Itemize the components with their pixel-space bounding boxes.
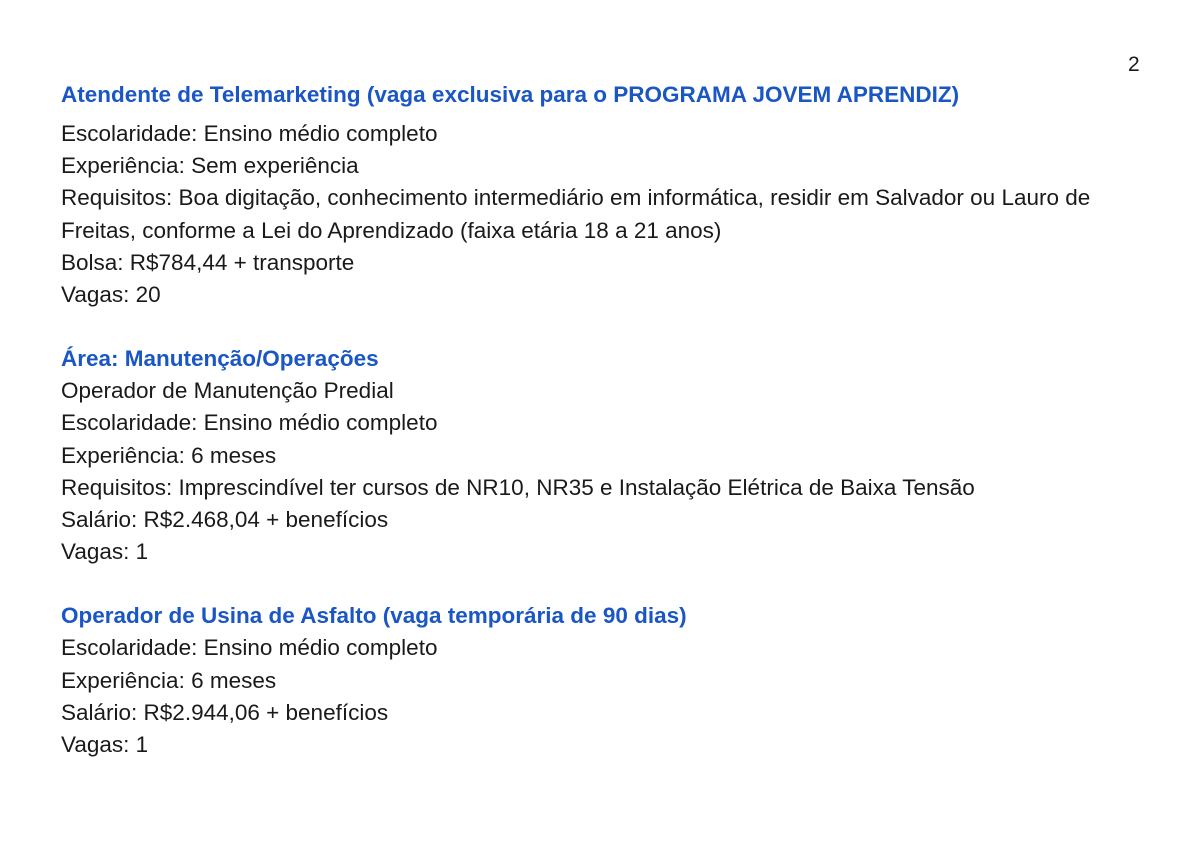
education-line: Escolaridade: Ensino médio completo xyxy=(61,635,438,661)
job-title-line: Operador de Manutenção Predial xyxy=(61,378,394,404)
openings-line: Vagas: 1 xyxy=(61,732,149,758)
experience-line: Experiência: 6 meses xyxy=(61,667,277,693)
requirements-line: Requisitos: Boa digitação, conhecimento intermediário em informática, residir em Salvador ou Lauro de Freitas, conforme a Lei do Aprendizado (faixa etária 18 a 21 anos) xyxy=(61,185,1091,243)
openings-line: Vagas: 1 xyxy=(61,539,149,565)
education-line: Escolaridade: Ensino médio completo xyxy=(61,121,438,146)
job-section-asphalt xyxy=(61,600,1151,761)
education-line: Escolaridade: Ensino médio completo xyxy=(61,410,438,436)
section-title: Área: Manutenção/Operações xyxy=(61,346,379,372)
experience-line: Experiência: Sem experiência xyxy=(61,153,359,179)
requirements-line: Requisitos: Imprescindível ter cursos de NR10, NR35 e Instalação Elétrica de Baixa Tensão xyxy=(61,474,975,500)
salary-line: Salário: R$2.944,06 + benefícios xyxy=(61,699,389,725)
page-number: 2 xyxy=(1128,53,1140,76)
document-body xyxy=(61,79,1151,761)
stipend-line: Bolsa: R$784,44 + transporte xyxy=(61,249,355,275)
salary-line: Salário: R$2.468,04 + benefícios xyxy=(61,507,389,533)
openings-line: Vagas: 20 xyxy=(61,282,161,308)
section-title: Operador de Usina de Asfalto (vaga temporária de 90 dias) xyxy=(61,603,687,629)
job-section-telemarketing xyxy=(61,79,1151,311)
experience-line: Experiência: 6 meses xyxy=(61,442,277,468)
job-section-maintenance xyxy=(61,343,1151,568)
section-title: Atendente de Telemarketing (vaga exclusiva para o PROGRAMA JOVEM APRENDIZ) xyxy=(61,82,960,107)
